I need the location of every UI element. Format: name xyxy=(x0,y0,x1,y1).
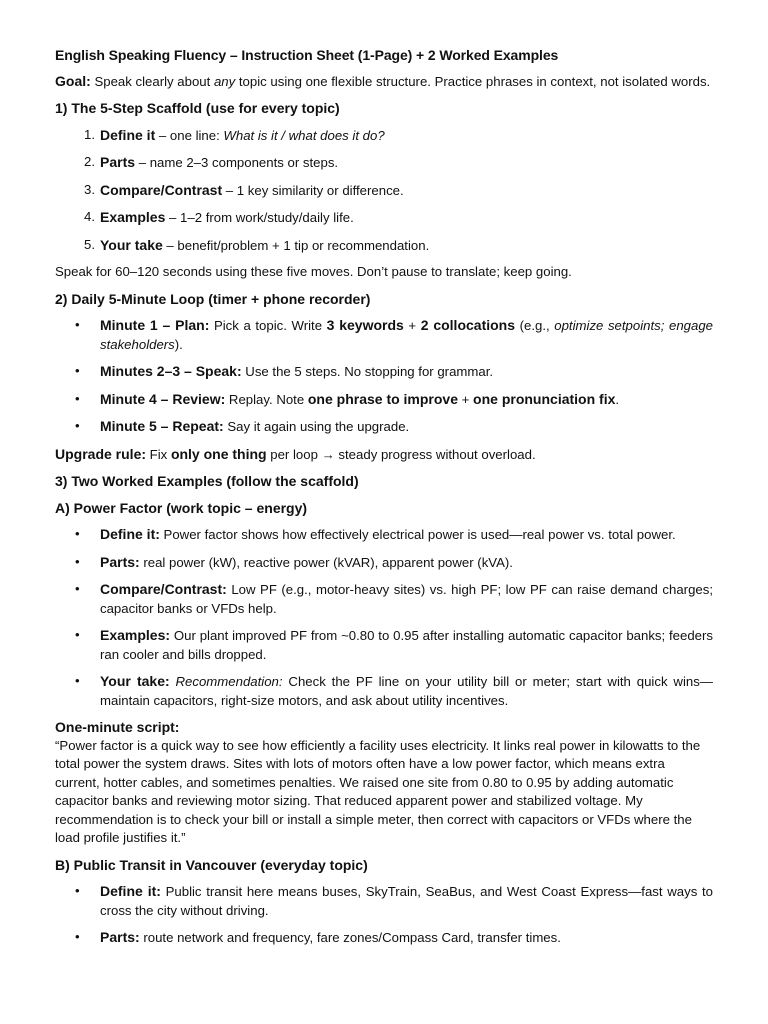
loop-text: Use the 5 steps. No stopping for grammar. xyxy=(241,364,494,379)
step-number: 4. xyxy=(84,209,95,224)
scaffold-steps-list xyxy=(55,126,713,256)
bullet-icon: • xyxy=(75,929,80,944)
bullet-icon: • xyxy=(75,673,80,688)
step-lead: Parts xyxy=(100,154,136,170)
item-lead: Compare/Contrast: xyxy=(100,581,227,597)
loop-text: + xyxy=(458,391,474,407)
item-emphasis: Recommendation: xyxy=(169,674,283,689)
step-text: – 1–2 from work/study/daily life. xyxy=(165,210,354,225)
upgrade-rule xyxy=(55,445,713,465)
daily-loop-list xyxy=(55,316,713,437)
scaffold-step xyxy=(55,126,713,146)
step-emphasis: What is it / what does it do? xyxy=(223,127,385,143)
example-a-list xyxy=(55,525,713,710)
section-3-heading: 3) Two Worked Examples (follow the scaffold) xyxy=(55,473,359,489)
goal-text-2: topic using one flexible structure. Practice phrases in context, not isolated words. xyxy=(235,73,711,89)
step-number: 3. xyxy=(84,181,95,197)
section-2-heading: 2) Daily 5-Minute Loop (timer + phone recorder) xyxy=(55,290,371,307)
item-text: Public transit here means buses, SkyTrain, SeaBus, and West Coast Express—fast ways to cross the city without driving. xyxy=(100,884,713,918)
bullet-icon: • xyxy=(75,526,80,541)
loop-text: (e.g., xyxy=(515,318,555,333)
item-lead: Define it: xyxy=(100,526,160,542)
bullet-icon: • xyxy=(75,553,80,569)
loop-text: + xyxy=(403,318,421,333)
bullet-icon: • xyxy=(75,390,80,406)
item-lead: Parts: xyxy=(100,929,140,945)
item-lead: Examples: xyxy=(100,627,171,643)
loop-lead: Minute 4 – Review: xyxy=(100,390,226,407)
step-lead: Compare/Contrast xyxy=(100,181,223,198)
example-a-item xyxy=(55,525,713,545)
loop-bold: one pronunciation fix xyxy=(473,390,616,407)
scaffold-step xyxy=(55,208,713,228)
step-text: – 1 key similarity or difference. xyxy=(222,182,404,198)
step-text: – one line: xyxy=(155,127,224,143)
step-lead: Examples xyxy=(100,209,166,225)
bullet-icon: • xyxy=(75,363,80,378)
item-text: Power factor shows how effectively electrical power is used—real power vs. total power. xyxy=(159,527,676,542)
item-text: Low PF (e.g., motor-heavy sites) vs. high PF; low PF can raise demand charges; capacitor banks or VFDs help. xyxy=(100,582,713,616)
item-lead: Your take: xyxy=(100,673,170,689)
goal-label: Goal: xyxy=(55,72,91,89)
item-text: route network and frequency, fare zones/Compass Card, transfer times. xyxy=(139,930,561,945)
section-1-note: Speak for 60–120 seconds using these five moves. Don’t pause to translate; keep going. xyxy=(55,264,572,279)
item-lead: Parts: xyxy=(100,553,140,570)
step-lead: Define it xyxy=(100,126,156,143)
loop-text: Say it again using the upgrade. xyxy=(223,419,410,434)
example-a-item xyxy=(55,580,713,618)
step-text: – benefit/problem + 1 tip or recommendation. xyxy=(162,237,430,253)
loop-emphasis: optimize setpoints; engage stakeholders xyxy=(100,318,714,352)
loop-bold: 2 collocations xyxy=(420,317,516,333)
example-a-item xyxy=(55,553,713,573)
scaffold-step xyxy=(55,153,713,173)
bullet-icon: • xyxy=(75,883,80,898)
item-text: real power (kW), reactive power (kVAR), apparent power (kVA). xyxy=(139,554,513,570)
section-1-heading: 1) The 5-Step Scaffold (use for every topic) xyxy=(55,100,340,116)
item-lead: Define it: xyxy=(100,883,161,899)
example-a-take xyxy=(55,672,713,710)
step-text: – name 2–3 components or steps. xyxy=(135,155,339,170)
step-number: 1. xyxy=(84,126,95,142)
goal-text-1: Speak clearly about xyxy=(90,73,214,89)
upgrade-rule-text: Fix xyxy=(146,446,171,462)
upgrade-rule-bold: only one thing xyxy=(170,445,267,462)
loop-text: . xyxy=(615,391,620,407)
example-b-item xyxy=(55,882,713,920)
example-b-heading: B) Public Transit in Vancouver (everyday topic) xyxy=(55,856,368,873)
goal-paragraph xyxy=(55,72,713,92)
example-a-heading: A) Power Factor (work topic – energy) xyxy=(55,499,308,516)
goal-emphasis: any xyxy=(213,73,236,89)
loop-bold: 3 keywords xyxy=(326,317,404,333)
example-b-item xyxy=(55,928,713,948)
bullet-icon: • xyxy=(75,627,80,642)
example-a-item xyxy=(55,626,713,664)
bullet-icon: • xyxy=(75,581,80,596)
bullet-icon: • xyxy=(75,418,80,433)
item-text: Our plant improved PF from ~0.80 to 0.95 after installing automatic capacitor banks; feeders ran cooler and bills dropped. xyxy=(100,628,713,662)
bullet-icon: • xyxy=(75,317,80,332)
loop-text: ). xyxy=(174,336,183,352)
loop-item-repeat xyxy=(55,417,713,437)
upgrade-rule-text: per loop → steady progress without overload. xyxy=(266,446,536,462)
example-b-list xyxy=(55,882,713,948)
upgrade-rule-label: Upgrade rule: xyxy=(55,445,147,462)
loop-lead: Minute 1 – Plan: xyxy=(100,317,210,333)
step-lead: Your take xyxy=(100,236,163,253)
loop-item-speak xyxy=(55,362,713,382)
step-number: 5. xyxy=(84,236,95,252)
step-number: 2. xyxy=(84,154,95,169)
item-text: Check the PF line on your utility bill or meter; start with quick wins—maintain capacitors, right-size motors, and ask about utility incentives. xyxy=(100,674,713,708)
loop-item-review xyxy=(55,390,713,410)
loop-lead: Minute 5 – Repeat: xyxy=(100,418,224,434)
script-label: One-minute script: xyxy=(55,719,180,735)
loop-bold: one phrase to improve xyxy=(307,390,459,407)
document-title: English Speaking Fluency – Instruction Sheet (1-Page) + 2 Worked Examples xyxy=(55,47,559,63)
one-minute-script: “Power factor is a quick way to see how efficiently a facility uses electricity. It links real power in kilowatts to the total power the system draws. Sites with lots of motors often have a low power factor, which means extra current, hotter cables, and sometimes penalties. We raised one site from 0.80 to 0.95 by adding automatic capacitor banks and reviewing motor sizing. That reduced apparent power and stabilized voltage. My recommendation is to check your bill or install a simple meter, then correct with capacitors or VFDs where the load profile justifies it.” xyxy=(55,737,701,845)
loop-text: Replay. Note xyxy=(225,391,308,407)
loop-item-plan xyxy=(55,316,713,354)
scaffold-step xyxy=(55,181,713,201)
loop-text: Pick a topic. Write xyxy=(209,318,327,333)
loop-lead: Minutes 2–3 – Speak: xyxy=(100,363,242,379)
scaffold-step xyxy=(55,236,713,256)
